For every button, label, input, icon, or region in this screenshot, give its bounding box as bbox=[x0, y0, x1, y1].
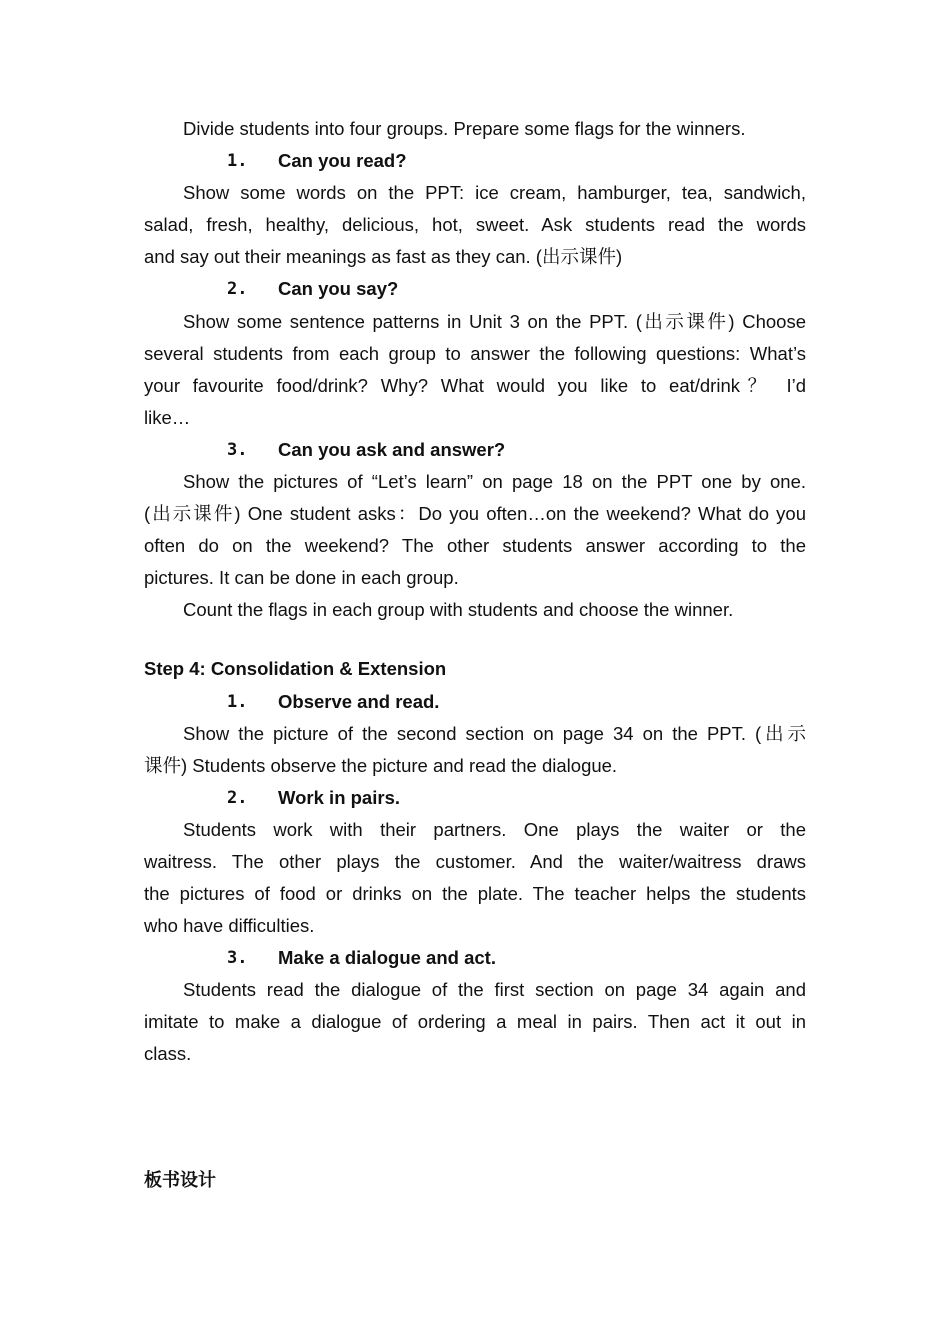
body-line: like… bbox=[144, 407, 191, 428]
body-line: several students from each group to answer the following questions: What’s bbox=[144, 343, 806, 364]
body-line: Show the pictures of “Let’s learn” on page 18 on the PPT one by one. bbox=[183, 471, 806, 492]
body-line: the pictures of food or drinks on the plate. The teacher helps the students bbox=[144, 883, 806, 904]
body-line: pictures. It can be done in each group. bbox=[144, 567, 459, 588]
count-flags-paragraph bbox=[144, 594, 806, 626]
intro-line: Divide students into four groups. Prepare some flags for the winners. bbox=[183, 118, 746, 139]
item-number: 1. bbox=[227, 151, 248, 171]
body-line: (出示课件) One student asks：Do you often…on the weekend? What do you bbox=[144, 503, 806, 524]
body-line: salad, fresh, healthy, delicious, hot, sweet. Ask students read the words bbox=[144, 214, 806, 235]
body-line: Count the flags in each group with students and choose the winner. bbox=[183, 599, 734, 620]
item-body bbox=[144, 177, 806, 273]
item-number: 3. bbox=[227, 440, 248, 460]
item-title: Make a dialogue and act. bbox=[278, 947, 496, 968]
body-line: who have difficulties. bbox=[144, 915, 315, 936]
item-body bbox=[144, 974, 806, 1070]
item-number: 2. bbox=[227, 788, 248, 808]
item-number: 3. bbox=[227, 948, 248, 968]
item-title: Can you ask and answer? bbox=[278, 439, 506, 460]
body-line: imitate to make a dialogue of ordering a meal in pairs. Then act it out in bbox=[144, 1011, 806, 1032]
step4-heading: Step 4: Consolidation & Extension bbox=[144, 658, 447, 679]
body-line: and say out their meanings as fast as they can. (出示课件) bbox=[144, 246, 623, 267]
item-title: Work in pairs. bbox=[278, 787, 400, 808]
body-line: often do on the weekend? The other students answer according to the bbox=[144, 535, 806, 556]
body-line: Show some words on the PPT: ice cream, hamburger, tea, sandwich, bbox=[183, 182, 806, 203]
item-title: Observe and read. bbox=[278, 691, 440, 712]
intro-paragraph bbox=[144, 113, 806, 145]
body-line: class. bbox=[144, 1043, 192, 1064]
body-line: Students work with their partners. One plays the waiter or the bbox=[183, 819, 806, 840]
body-line: 课件) Students observe the picture and read the dialogue. bbox=[144, 755, 618, 776]
body-line: waitress. The other plays the customer. And the waiter/waitress draws bbox=[144, 851, 806, 872]
item-body bbox=[144, 814, 806, 942]
item-body bbox=[144, 718, 806, 782]
item-title: Can you say? bbox=[278, 278, 399, 299]
item-body bbox=[144, 306, 806, 434]
body-line: your favourite food/drink? Why? What would you like to eat/drink？ I’d bbox=[144, 375, 806, 396]
item-title: Can you read? bbox=[278, 150, 407, 171]
body-line: Show the picture of the second section on page 34 on the PPT. (出示 bbox=[183, 723, 806, 744]
item-number: 1. bbox=[227, 692, 248, 712]
body-line: Show some sentence patterns in Unit 3 on the PPT. (出示课件) Choose bbox=[183, 311, 806, 332]
item-body bbox=[144, 466, 806, 594]
item-number: 2. bbox=[227, 279, 248, 299]
board-design-heading: 板书设计 bbox=[144, 1170, 216, 1191]
body-line: Students read the dialogue of the first section on page 34 again and bbox=[183, 979, 806, 1000]
